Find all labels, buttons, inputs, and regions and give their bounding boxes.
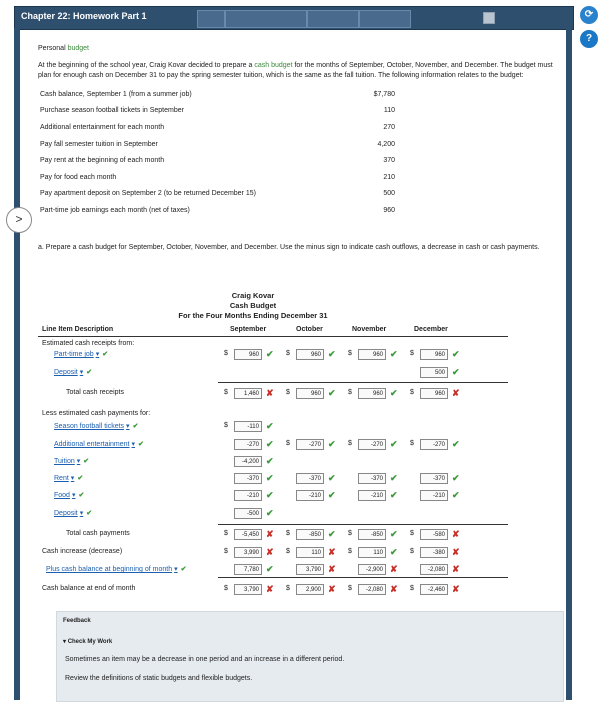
budget-title: Cash Budget <box>229 301 277 311</box>
check-icon: ✔ <box>138 441 144 448</box>
cross-icon: ✘ <box>390 564 398 574</box>
row-select[interactable]: Deposit <box>54 369 78 376</box>
check-icon: ✔ <box>390 547 398 557</box>
amount-input[interactable]: -210 <box>420 490 448 501</box>
check-icon: ✔ <box>390 439 398 449</box>
amount-input[interactable]: 110 <box>296 547 324 558</box>
info-row <box>40 136 395 153</box>
cross-icon: ✘ <box>452 547 460 557</box>
cross-icon: ✘ <box>266 388 274 398</box>
row-select[interactable]: Deposit <box>54 510 78 517</box>
check-icon: ✔ <box>452 349 460 359</box>
col-header-september: September <box>230 326 267 333</box>
info-row <box>40 169 395 186</box>
info-label: Pay rent at the beginning of each month <box>40 157 165 165</box>
check-icon: ✔ <box>83 458 90 465</box>
row-label: Total cash receipts <box>66 389 124 396</box>
amount-input[interactable]: -110 <box>234 421 262 432</box>
amount-input[interactable]: -5,450 <box>234 529 262 540</box>
cross-icon: ✘ <box>328 564 336 574</box>
dollar-sign: $ <box>286 548 290 555</box>
dollar-sign: $ <box>286 389 290 396</box>
dollar-sign: $ <box>348 585 352 592</box>
amount-input[interactable]: -270 <box>296 439 324 450</box>
amount-input[interactable]: 960 <box>420 349 448 360</box>
amount-input[interactable]: -850 <box>296 529 324 540</box>
dollar-sign: $ <box>286 350 290 357</box>
check-my-work-toggle[interactable]: ▾ Check My Work <box>63 639 113 645</box>
cross-icon: ✘ <box>452 529 460 539</box>
info-label: Pay fall semester tuition in September <box>40 140 158 148</box>
check-icon: ✔ <box>452 473 460 483</box>
amount-input[interactable]: -580 <box>420 529 448 540</box>
check-icon: ✔ <box>452 490 460 500</box>
amount-input[interactable]: 7,780 <box>234 564 262 575</box>
dollar-sign: $ <box>348 350 352 357</box>
check-icon: ✔ <box>266 473 274 483</box>
dollar-sign: $ <box>224 350 228 357</box>
cash-budget-link[interactable]: cash budget <box>254 62 293 70</box>
info-row <box>40 120 395 137</box>
dollar-sign: $ <box>348 548 352 555</box>
payments-label: Less estimated cash payments for: <box>42 410 151 417</box>
amount-input[interactable]: -850 <box>358 529 386 540</box>
check-icon: ✔ <box>328 490 336 500</box>
info-row <box>40 103 395 120</box>
amount-input[interactable]: -270 <box>234 439 262 450</box>
chevron-down-icon[interactable]: ▾ <box>79 510 84 517</box>
check-icon: ✔ <box>266 421 274 431</box>
info-value: $7,780 <box>373 90 395 98</box>
check-icon: ✔ <box>86 369 93 376</box>
amount-input[interactable]: -210 <box>358 490 386 501</box>
feedback-heading: Feedback <box>63 618 91 624</box>
amount-input[interactable]: -500 <box>234 508 262 519</box>
total-divider <box>218 382 508 383</box>
amount-input[interactable]: -270 <box>420 439 448 450</box>
check-icon: ✔ <box>390 529 398 539</box>
amount-input[interactable]: 960 <box>420 388 448 399</box>
amount-input[interactable]: -2,900 <box>358 564 386 575</box>
amount-input[interactable]: 960 <box>296 349 324 360</box>
dollar-sign: $ <box>286 440 290 447</box>
amount-input[interactable]: -370 <box>420 473 448 484</box>
toolbar-segment[interactable] <box>359 10 411 28</box>
info-value: 960 <box>383 207 395 215</box>
row-label[interactable] <box>54 422 138 430</box>
cross-icon: ✘ <box>266 547 274 557</box>
amount-input[interactable]: -2,080 <box>420 564 448 575</box>
check-icon: ✔ <box>390 388 398 398</box>
info-row <box>40 186 395 203</box>
row-select[interactable]: Food <box>54 492 70 499</box>
window-control-icon[interactable] <box>483 12 495 24</box>
dollar-sign: $ <box>410 530 414 537</box>
row-select[interactable]: Season football tickets <box>54 423 125 430</box>
check-icon: ✔ <box>328 473 336 483</box>
header-divider <box>38 336 508 337</box>
info-value: 270 <box>383 124 395 132</box>
app-title-bar <box>14 6 574 30</box>
dollar-sign: $ <box>224 530 228 537</box>
budget-header <box>38 291 468 321</box>
check-icon: ✔ <box>266 490 274 500</box>
check-icon: ✔ <box>328 349 336 359</box>
row-select[interactable]: Part-time job <box>54 351 94 358</box>
check-icon: ✔ <box>180 566 187 573</box>
info-value: 4,200 <box>377 140 395 148</box>
chevron-down-icon[interactable]: ▾ <box>76 458 81 465</box>
dollar-sign: $ <box>348 389 352 396</box>
check-icon: ✔ <box>266 349 274 359</box>
dollar-sign: $ <box>224 548 228 555</box>
info-label: Pay apartment deposit on September 2 (to be returned December 15) <box>40 190 256 198</box>
amount-input[interactable]: -370 <box>296 473 324 484</box>
info-value: 210 <box>383 173 395 181</box>
amount-input[interactable]: -2,080 <box>358 584 386 595</box>
cross-icon: ✘ <box>452 584 460 594</box>
chevron-down-icon[interactable]: ▾ <box>131 441 136 448</box>
amount-input[interactable]: -380 <box>420 547 448 558</box>
check-icon: ✔ <box>266 456 274 466</box>
row-select[interactable]: Plus cash balance at beginning of month <box>46 566 173 573</box>
check-icon: ✔ <box>390 490 398 500</box>
dollar-sign: $ <box>410 350 414 357</box>
dollar-sign: $ <box>348 530 352 537</box>
cross-icon: ✘ <box>266 529 274 539</box>
info-label: Additional entertainment for each month <box>40 124 165 132</box>
dollar-sign: $ <box>410 548 414 555</box>
check-icon: ✔ <box>390 473 398 483</box>
row-select[interactable]: Rent <box>54 475 69 482</box>
chevron-down-icon[interactable]: ▾ <box>70 475 75 482</box>
feedback-line-1: Sometimes an item may be a decrease in one period and an increase in a different period. <box>65 656 345 663</box>
info-row <box>40 153 395 170</box>
budget-name: Craig Kovar <box>231 291 275 300</box>
check-icon: ✔ <box>328 388 336 398</box>
dollar-sign: $ <box>410 440 414 447</box>
row-label: Cash balance at end of month <box>42 585 136 592</box>
problem-title: Personal budget <box>38 45 89 52</box>
feedback-panel <box>56 611 564 702</box>
row-label[interactable] <box>54 457 89 465</box>
col-header-november: November <box>352 326 387 333</box>
cross-icon: ✘ <box>452 564 460 574</box>
row-label[interactable] <box>54 491 84 499</box>
row-label[interactable] <box>54 474 83 482</box>
check-icon: ✔ <box>328 529 336 539</box>
app-title: Chapter 22: Homework Part 1 <box>21 11 147 21</box>
cross-icon: ✘ <box>266 584 274 594</box>
dollar-sign: $ <box>286 585 290 592</box>
info-row <box>40 202 395 219</box>
amount-input[interactable]: 960 <box>234 349 262 360</box>
amount-input[interactable]: -370 <box>234 473 262 484</box>
receipts-label: Estimated cash receipts from: <box>42 340 135 347</box>
amount-input[interactable]: 3,990 <box>234 547 262 558</box>
dollar-sign: $ <box>224 389 228 396</box>
budget-link[interactable]: budget <box>67 45 89 52</box>
toolbar-segment[interactable] <box>307 10 359 28</box>
toolbar-segment[interactable] <box>225 10 307 28</box>
check-icon: ✔ <box>77 475 84 482</box>
amount-input[interactable]: -2,460 <box>420 584 448 595</box>
next-arrow-icon[interactable]: > <box>6 207 32 233</box>
dollar-sign: $ <box>224 422 228 429</box>
amount-input[interactable]: 1,460 <box>234 388 262 399</box>
check-icon: ✔ <box>266 508 274 518</box>
info-value: 500 <box>383 190 395 198</box>
check-icon: ✔ <box>266 439 274 449</box>
amount-input[interactable]: 500 <box>420 367 448 378</box>
check-icon: ✔ <box>266 564 274 574</box>
refresh-icon[interactable]: ⟳ <box>580 6 598 24</box>
chevron-down-icon[interactable]: ▾ <box>95 351 100 358</box>
row-label: Total cash payments <box>66 530 130 537</box>
dollar-sign: $ <box>348 440 352 447</box>
col-header-december: December <box>414 326 448 333</box>
col-header-description: Line Item Description <box>42 326 114 333</box>
row-label[interactable] <box>54 440 144 448</box>
info-label: Purchase season football tickets in September <box>40 107 184 115</box>
cross-icon: ✘ <box>328 584 336 594</box>
dollar-sign: $ <box>410 389 414 396</box>
info-label: Part-time job earnings each month (net of taxes) <box>40 207 190 215</box>
cross-icon: ✘ <box>328 547 336 557</box>
info-value: 370 <box>383 157 395 165</box>
feedback-line-2: Review the definitions of static budgets and flexible budgets. <box>65 675 253 682</box>
problem-section <box>38 40 558 259</box>
info-value: 110 <box>383 107 395 115</box>
check-icon: ✔ <box>452 367 460 377</box>
total-divider <box>218 577 508 578</box>
chevron-down-icon[interactable]: ▾ <box>126 423 130 430</box>
cross-icon: ✘ <box>452 388 460 398</box>
info-label: Cash balance, September 1 (from a summer job) <box>40 90 192 98</box>
row-select[interactable]: Tuition <box>54 458 75 465</box>
chevron-down-icon[interactable]: ▾ <box>79 369 84 376</box>
check-icon: ✔ <box>78 492 85 499</box>
check-icon: ✔ <box>390 349 398 359</box>
amount-input[interactable]: 110 <box>358 547 386 558</box>
question-text: a. Prepare a cash budget for September, October, November, and December. Use the minus sign to indicate cash outflows, a decrease in cash or cash payments. <box>38 244 540 252</box>
check-icon: ✔ <box>102 351 109 358</box>
amount-input[interactable]: 960 <box>358 388 386 399</box>
amount-input[interactable]: 2,900 <box>296 584 324 595</box>
amount-input[interactable]: -210 <box>234 490 262 501</box>
row-select[interactable]: Additional entertainment <box>54 441 130 448</box>
check-icon: ✔ <box>86 510 93 517</box>
check-icon: ✔ <box>328 439 336 449</box>
amount-input[interactable]: 3,790 <box>234 584 262 595</box>
row-label[interactable] <box>46 565 186 573</box>
budget-period: For the Four Months Ending December 31 <box>178 311 328 321</box>
amount-input[interactable]: -4,200 <box>234 456 262 467</box>
info-label: Pay for food each month <box>40 173 117 181</box>
problem-intro: At the beginning of the school year, Craig Kovar decided to prepare a cash budget for the months of September, October, November, and December. The budget must plan for enough cash on December 31 to pay the spring semester tuition, which is the same as the fall tuition. The following information relates to the budget: <box>38 62 553 79</box>
dollar-sign: $ <box>224 585 228 592</box>
cross-icon: ✘ <box>390 584 398 594</box>
toolbar-segment[interactable] <box>197 10 225 28</box>
row-label: Cash increase (decrease) <box>42 548 123 555</box>
info-table <box>40 86 395 219</box>
help-icon[interactable]: ? <box>580 30 598 48</box>
amount-input[interactable]: 960 <box>296 388 324 399</box>
check-icon: ✔ <box>132 423 139 430</box>
info-row <box>40 86 395 103</box>
row-label[interactable] <box>54 368 92 376</box>
amount-input[interactable]: -270 <box>358 439 386 450</box>
amount-input[interactable]: 960 <box>358 349 386 360</box>
amount-input[interactable]: 3,790 <box>296 564 324 575</box>
dollar-sign: $ <box>410 585 414 592</box>
amount-input[interactable]: -210 <box>296 490 324 501</box>
col-header-october: October <box>296 326 323 333</box>
amount-input[interactable]: -370 <box>358 473 386 484</box>
row-label[interactable] <box>54 350 108 358</box>
row-label[interactable] <box>54 509 92 517</box>
chevron-down-icon[interactable]: ▾ <box>174 566 178 573</box>
dollar-sign: $ <box>286 530 290 537</box>
total-divider <box>218 524 508 525</box>
check-icon: ✔ <box>452 439 460 449</box>
chevron-down-icon[interactable]: ▾ <box>71 492 76 499</box>
